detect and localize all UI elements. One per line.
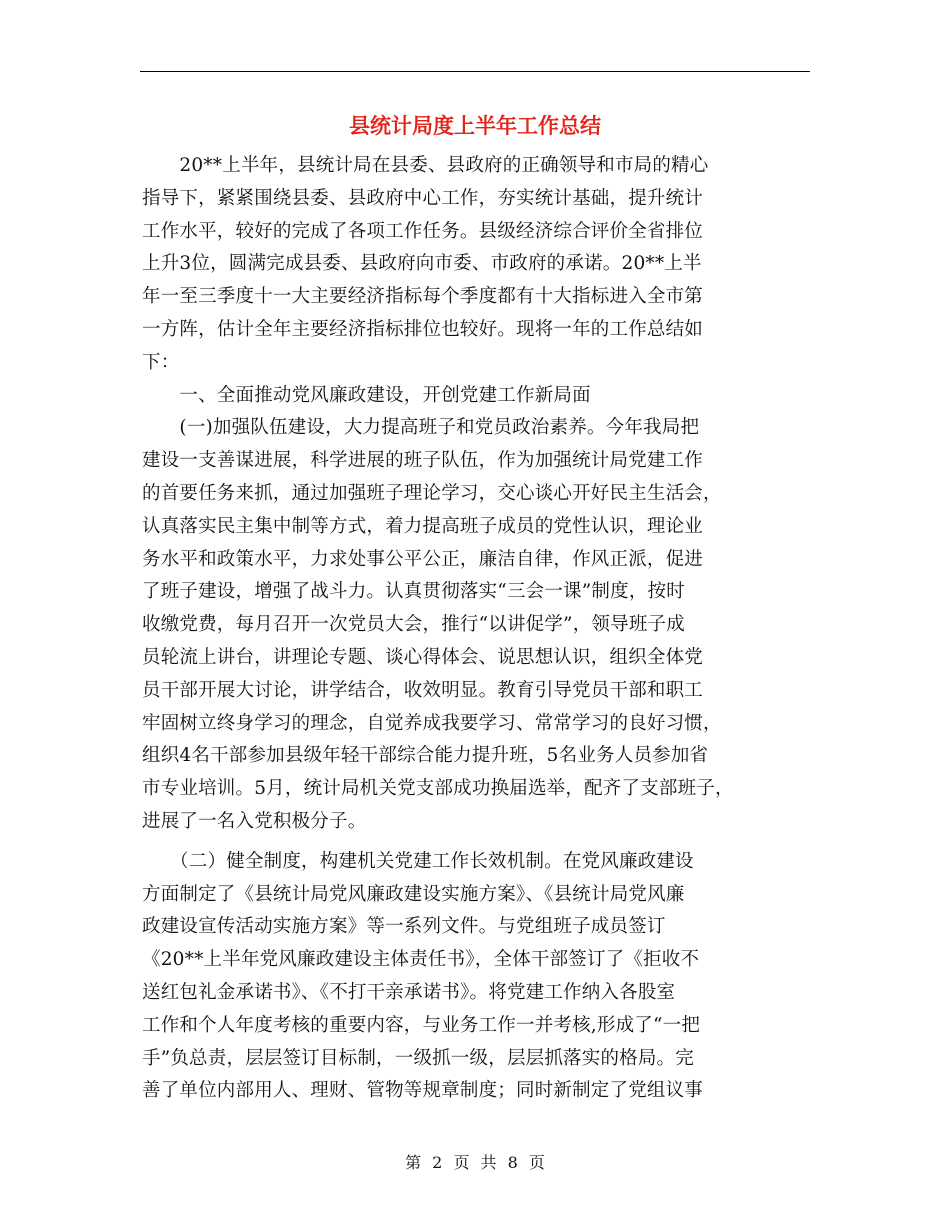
paragraph-team-building <box>142 412 818 838</box>
text-line: 建设一支善谋进展，科学进展的班子队伍，作为加强统计局党建工作 <box>142 450 704 472</box>
text-line: 善了单位内部用人、理财、管物等规章制度；同时新制定了党组议事 <box>142 1080 704 1102</box>
text-line: 政建设宣传活动实施方案》等一系列文件。与党组班子成员签订 <box>142 916 666 938</box>
text-line: 牢固树立终身学习的理念，自觉养成我要学习、常常学习的良好习惯， <box>142 712 722 734</box>
text-line: 认真落实民主集中制等方式，着力提高班子成员的党性认识，理论业 <box>142 515 704 537</box>
header-rule <box>140 71 810 72</box>
document-title: 县统计局度上半年工作总结 <box>349 113 601 138</box>
text-line: 收缴党费，每月召开一次党员大会，推行“以讲促学”，领导班子成 <box>142 614 685 636</box>
text-line: 上升3位，圆满完成县委、县政府向市委、市政府的承诺。20**上半 <box>142 253 702 275</box>
paragraph-institutions <box>142 846 818 1108</box>
text-line: 组织4名干部参加县级年轻干部综合能力提升班，5名业务人员参加省 <box>142 745 709 767</box>
text-line: 下： <box>142 351 180 373</box>
text-line: 《20**上半年党风廉政建设主体责任书》，全体干部签订了《拒收不 <box>142 949 700 971</box>
text-line: 务水平和政策水平，力求处事公平公正，廉洁自律，作风正派，促进 <box>142 548 704 570</box>
text-line: 员干部开展大讨论，讲学结合，收效明显。教育引导党员干部和职工 <box>142 679 704 701</box>
text-line: 一方阵，估计全年主要经济指标排位也较好。现将一年的工作总结如 <box>142 318 704 340</box>
text-line: 年一至三季度十一大主要经济指标每个季度都有十大指标进入全市第 <box>142 286 704 308</box>
paragraph-intro <box>142 150 818 380</box>
text-line: 手”负总责，层层签订目标制，一级抓一级，层层抓落实的格局。完 <box>142 1047 694 1069</box>
section-heading: 一、全面推动党风廉政建设，开创党建工作新局面 <box>142 384 591 406</box>
text-line: 进展了一名入党积极分子。 <box>142 810 367 832</box>
text-line: 市专业培训。5月，统计局机关党支部成功换届选举，配齐了支部班子， <box>142 778 734 800</box>
text-line: (一)加强队伍建设，大力提高班子和党员政治素养。今年我局把 <box>142 417 700 439</box>
paragraph-gap <box>142 839 818 846</box>
page-number: 第 2 页 共 8 页 <box>405 1153 545 1172</box>
text-line: 工作和个人年度考核的重要内容，与业务工作一并考核,形成了“一把 <box>142 1014 701 1036</box>
text-line: 送红包礼金承诺书》、《不打干亲承诺书》。将党建工作纳入各股室 <box>142 981 676 1003</box>
text-line: 指导下，紧紧围绕县委、县政府中心工作，夯实统计基础，提升统计 <box>142 187 704 209</box>
text-line: 员轮流上讲台，讲理论专题、谈心得体会、说思想认识，组织全体党 <box>142 646 704 668</box>
text-line: 20**上半年，县统计局在县委、县政府的正确领导和市局的精心 <box>142 155 709 176</box>
text-line: 的首要任务来抓，通过加强班子理论学习，交心谈心开好民主生活会， <box>142 482 722 504</box>
text-line: 了班子建设，增强了战斗力。认真贯彻落实“三会一课”制度，按时 <box>142 581 685 603</box>
text-line: （二）健全制度，构建机关党建工作长效机制。在党风廉政建设 <box>142 850 694 872</box>
text-line: 方面制定了《县统计局党风廉政建设实施方案》、《县统计局党风廉 <box>142 883 685 905</box>
document-body <box>142 150 818 1108</box>
text-line: 工作水平，较好的完成了各项工作任务。县级经济综合评价全省排位 <box>142 220 704 242</box>
